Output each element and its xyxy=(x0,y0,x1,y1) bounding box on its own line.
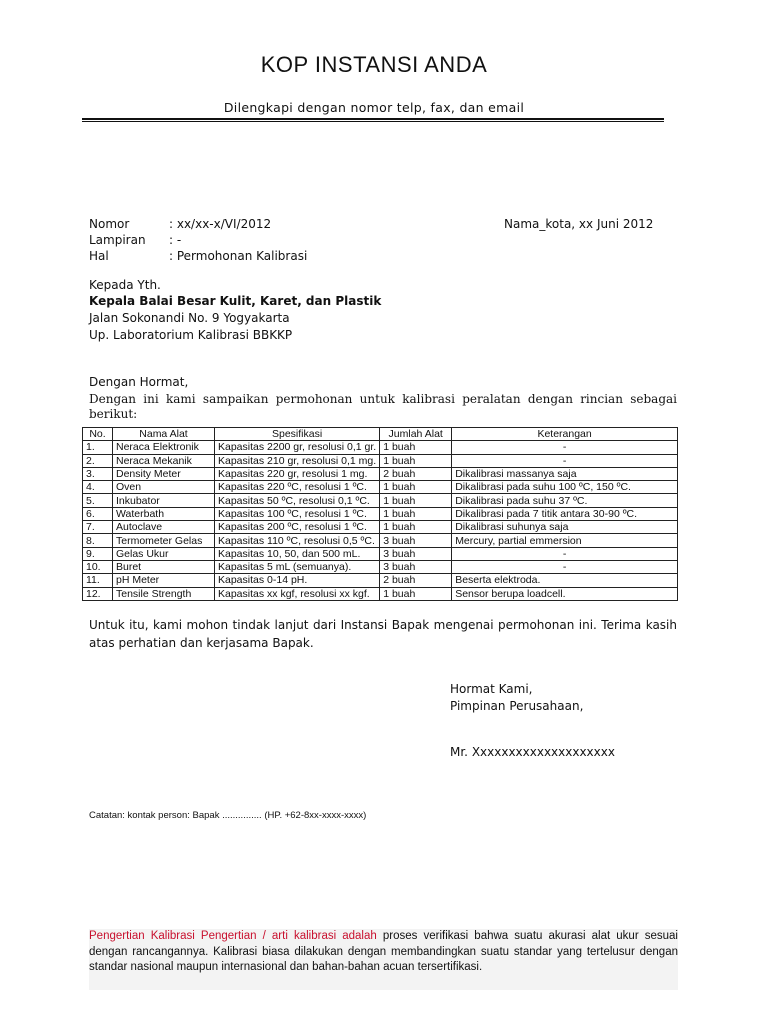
header-jumlah-alat: Jumlah Alat xyxy=(380,428,452,441)
cell-nama-alat: pH Meter xyxy=(113,574,215,587)
cell-nama-alat: Termometer Gelas xyxy=(113,534,215,547)
signature-name: Mr. Xxxxxxxxxxxxxxxxxxxx xyxy=(450,745,615,759)
cell-keterangan: Beserta elektroda. xyxy=(452,574,678,587)
header-spesifikasi: Spesifikasi xyxy=(215,428,380,441)
letterhead-title: KOP INSTANSI ANDA xyxy=(260,52,488,77)
nomor-label: Nomor xyxy=(89,217,130,231)
cell-jumlah-alat: 3 buah xyxy=(380,560,452,573)
cell-keterangan: - xyxy=(452,560,678,573)
cell-no: 9. xyxy=(83,547,113,560)
cell-spesifikasi: Kapasitas 210 gr, resolusi 0,1 mg. xyxy=(215,454,380,467)
cell-spesifikasi: Kapasitas 220 ºC, resolusi 1 ºC. xyxy=(215,481,380,494)
cell-no: 5. xyxy=(83,494,113,507)
cell-no: 4. xyxy=(83,481,113,494)
cell-spesifikasi: Kapasitas 220 gr, resolusi 1 mg. xyxy=(215,467,380,480)
cell-nama-alat: Waterbath xyxy=(113,507,215,520)
cell-spesifikasi: Kapasitas 100 ºC, resolusi 1 ºC. xyxy=(215,507,380,520)
hal-value: : Permohonan Kalibrasi xyxy=(169,249,308,263)
table-row xyxy=(83,494,678,507)
cell-keterangan: - xyxy=(452,547,678,560)
table-row xyxy=(83,587,678,600)
table-header-row xyxy=(83,428,678,441)
cell-nama-alat: Autoclave xyxy=(113,521,215,534)
header-nama-alat: Nama Alat xyxy=(113,428,215,441)
letterhead-divider xyxy=(82,118,664,122)
intro-paragraph: Dengan ini kami sampaikan permohonan untuk kalibrasi peralatan dengan rincian sebagai berikut: xyxy=(89,392,677,421)
cell-spesifikasi: Kapasitas 5 mL (semuanya). xyxy=(215,560,380,573)
cell-jumlah-alat: 1 buah xyxy=(380,494,452,507)
cell-keterangan: Dikalibrasi massanya saja xyxy=(452,467,678,480)
cell-jumlah-alat: 1 buah xyxy=(380,441,452,454)
cell-nama-alat: Tensile Strength xyxy=(113,587,215,600)
cell-nama-alat: Neraca Elektronik xyxy=(113,441,215,454)
cell-spesifikasi: Kapasitas xx kgf, resolusi xx kgf. xyxy=(215,587,380,600)
cell-keterangan: - xyxy=(452,454,678,467)
recipient-attention: Up. Laboratorium Kalibrasi BBKKP xyxy=(89,328,293,342)
table-row xyxy=(83,560,678,573)
cell-no: 10. xyxy=(83,560,113,573)
definition-text: proses verifikasi bahwa suatu akurasi alat ukur sesuai dengan rancangannya. Kalibrasi biasa dilakukan dengan membandingkan suatu standar yang tertelusur dengan standar nasional maupun internasional dan bahan-bahan acuan tersertifikasi. xyxy=(89,930,678,973)
recipient-address: Jalan Sokonandi No. 9 Yogyakarta xyxy=(89,311,290,325)
cell-jumlah-alat: 2 buah xyxy=(380,574,452,587)
cell-jumlah-alat: 2 buah xyxy=(380,467,452,480)
table-row xyxy=(83,467,678,480)
nomor-value: : xx/xx-x/VI/2012 xyxy=(169,217,272,231)
cell-nama-alat: Oven xyxy=(113,481,215,494)
cell-nama-alat: Density Meter xyxy=(113,467,215,480)
table-row xyxy=(83,534,678,547)
cell-keterangan: Dikalibrasi pada suhu 37 ºC. xyxy=(452,494,678,507)
signature-regards: Hormat Kami, xyxy=(450,682,533,696)
hal-label: Hal xyxy=(89,249,109,263)
header-keterangan: Keterangan xyxy=(452,428,678,441)
header-no: No. xyxy=(83,428,113,441)
table-row xyxy=(83,547,678,560)
cell-keterangan: Dikalibrasi pada 7 titik antara 30-90 ºC. xyxy=(452,507,678,520)
table-row xyxy=(83,507,678,520)
cell-jumlah-alat: 1 buah xyxy=(380,481,452,494)
cell-jumlah-alat: 3 buah xyxy=(380,534,452,547)
cell-no: 8. xyxy=(83,534,113,547)
table-row xyxy=(83,454,678,467)
cell-jumlah-alat: 1 buah xyxy=(380,587,452,600)
letterhead-subtitle: Dilengkapi dengan nomor telp, fax, dan email xyxy=(223,100,525,115)
definition-paragraph xyxy=(89,929,678,990)
cell-spesifikasi: Kapasitas 50 ºC, resolusi 0,1 ºC. xyxy=(215,494,380,507)
cell-jumlah-alat: 3 buah xyxy=(380,547,452,560)
table-row xyxy=(83,481,678,494)
cell-jumlah-alat: 1 buah xyxy=(380,507,452,520)
definition-highlight: Pengertian Kalibrasi Pengertian / arti kalibrasi adalah xyxy=(89,930,377,942)
cell-no: 11. xyxy=(83,574,113,587)
cell-jumlah-alat: 1 buah xyxy=(380,521,452,534)
cell-no: 1. xyxy=(83,441,113,454)
cell-no: 6. xyxy=(83,507,113,520)
contact-note: Catatan: kontak person: Bapak ............... (HP. +62-8xx-xxxx-xxxx) xyxy=(89,810,367,821)
cell-nama-alat: Inkubator xyxy=(113,494,215,507)
greeting: Dengan Hormat, xyxy=(89,375,189,389)
cell-spesifikasi: Kapasitas 0-14 pH. xyxy=(215,574,380,587)
cell-nama-alat: Neraca Mekanik xyxy=(113,454,215,467)
cell-keterangan: Mercury, partial emmersion xyxy=(452,534,678,547)
cell-nama-alat: Buret xyxy=(113,560,215,573)
cell-no: 7. xyxy=(83,521,113,534)
place-date: Nama_kota, xx Juni 2012 xyxy=(504,217,654,231)
cell-keterangan: Dikalibrasi suhunya saja xyxy=(452,521,678,534)
recipient-name: Kepala Balai Besar Kulit, Karet, dan Plastik xyxy=(89,294,382,308)
cell-keterangan: Sensor berupa loadcell. xyxy=(452,587,678,600)
equipment-table xyxy=(82,427,678,601)
signature-position: Pimpinan Perusahaan, xyxy=(450,699,584,713)
lampiran-value: : - xyxy=(169,233,182,247)
table-row xyxy=(83,441,678,454)
recipient-salutation: Kepada Yth. xyxy=(89,278,161,292)
table-row xyxy=(83,574,678,587)
cell-keterangan: - xyxy=(452,441,678,454)
cell-no: 2. xyxy=(83,454,113,467)
cell-no: 3. xyxy=(83,467,113,480)
cell-keterangan: Dikalibrasi pada suhu 100 ºC, 150 ºC. xyxy=(452,481,678,494)
cell-spesifikasi: Kapasitas 110 ºC, resolusi 0,5 ºC. xyxy=(215,534,380,547)
closing-paragraph: Untuk itu, kami mohon tindak lanjut dari Instansi Bapak mengenai permohonan ini. Terima kasih atas perhatian dan kerjasama Bapak. xyxy=(89,618,677,650)
cell-spesifikasi: Kapasitas 10, 50, dan 500 mL. xyxy=(215,547,380,560)
cell-spesifikasi: Kapasitas 200 ºC, resolusi 1 ºC. xyxy=(215,521,380,534)
cell-no: 12. xyxy=(83,587,113,600)
cell-jumlah-alat: 1 buah xyxy=(380,454,452,467)
lampiran-label: Lampiran xyxy=(89,233,146,247)
cell-nama-alat: Gelas Ukur xyxy=(113,547,215,560)
cell-spesifikasi: Kapasitas 2200 gr, resolusi 0,1 gr. xyxy=(215,441,380,454)
table-row xyxy=(83,521,678,534)
